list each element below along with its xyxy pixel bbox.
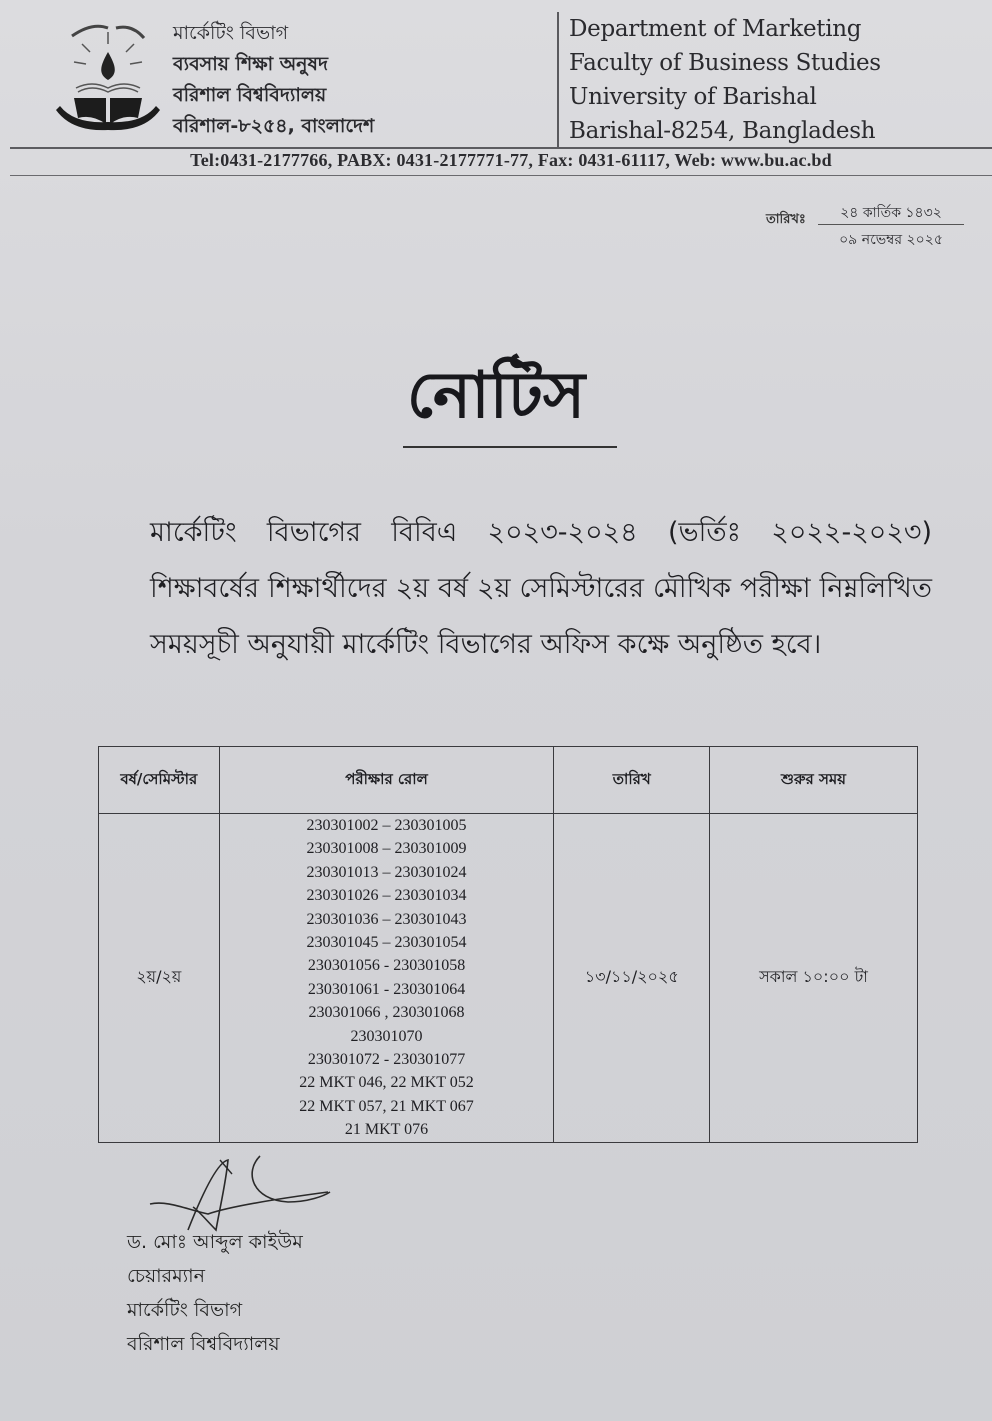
roll-range: 22 MKT 046, 22 MKT 052 [299,1074,474,1092]
roll-range: 230301002 – 230301005 [306,817,467,834]
date-rule [818,224,964,225]
notice-body: মার্কেটিং বিভাগের বিবিএ ২০২৩-২০২৪ (ভর্তিঃ ২০২২-২০২৩) শিক্ষাবর্ষের শিক্ষার্থীদের ২য় বর্ষ ২য় সেমিস্টারের মৌখিক পরীক্ষা নিম্নলিখিত সময়সূচী অনুযায়ী মার্কেটিং বিভাগের অফিস কক্ষে অনুষ্ঠিত হবে। [150,517,932,660]
header-rule-bottom [10,175,992,176]
english-line: University of Barishal [569,84,817,110]
roll-range: 230301066 , 230301068 [308,1004,465,1022]
table-row [99,814,918,1143]
bangla-line: মার্কেটিং বিভাগ [173,22,289,44]
university-logo [52,14,164,134]
notice-title: নোটিস [406,359,586,433]
bangla-line: বরিশাল বিশ্ববিদ্যালয় [173,84,327,106]
roll-range: 21 MKT 076 [344,1121,429,1139]
header-divider [557,12,559,148]
cell-start-time: সকাল ১০:০০ টা [710,814,918,1143]
roll-range: 230301056 - 230301058 [307,957,466,975]
cell-year-semester: ২য়/২য় [99,814,220,1143]
roll-range: 230301036 – 230301043 [306,910,467,928]
header-date: তারিখ [554,747,710,814]
bangla-line: ব্যবসায় শিক্ষা অনুষদ [173,53,328,75]
english-line: Faculty of Business Studies [569,50,881,76]
roll-range: 230301072 - 230301077 [307,1051,466,1069]
header-start-time: শুরুর সময় [710,747,918,814]
roll-range: 230301013 – 230301024 [306,863,467,881]
roll-range: 230301061 - 230301064 [307,980,466,998]
english-line: Barishal-8254, Bangladesh [569,118,876,144]
roll-range: 230301070 [350,1027,423,1045]
signatory-name: ড. মোঃ আব্দুল কাইউম [127,1231,303,1253]
title-underline [403,446,617,448]
department-name-bangla [173,18,374,142]
signatory-university: বরিশাল বিশ্ববিদ্যালয় [127,1333,280,1355]
header-exam-roll: পরীক্ষার রোল [219,747,554,814]
table-header-row [99,747,918,814]
contact-info: Tel:0431-2177766, PABX: 0431-2177771-77, Fax: 0431-61117, Web: www.bu.ac.bd [190,150,832,170]
date-bangla-calendar: ২৪ কার্তিক ১৪৩২ [840,205,942,221]
signatory-block [127,1225,303,1361]
date-gregorian: ০৯ নভেম্বর ২০২৫ [839,232,943,248]
bangla-line: বরিশাল-৮২৫৪, বাংলাদেশ [173,115,375,137]
english-line: Department of Marketing [569,16,862,42]
viva-schedule-table [98,746,918,1143]
cell-exam-rolls [219,814,554,1143]
cell-date: ১৩/১১/২০২৫ [554,814,710,1143]
signatory-department: মার্কেটিং বিভাগ [127,1299,243,1321]
roll-range: 230301045 – 230301054 [306,934,467,952]
date-label: তারিখঃ [766,212,806,227]
roll-range: 22 MKT 057, 21 MKT 067 [299,1097,474,1115]
roll-range: 230301026 – 230301034 [306,887,467,905]
roll-range: 230301008 – 230301009 [306,840,467,858]
signature-scribble [148,1152,338,1232]
department-name-english [569,12,881,148]
signatory-designation: চেয়ারম্যান [127,1265,206,1287]
header-year-semester: বর্ষ/সেমিস্টার [99,747,220,814]
